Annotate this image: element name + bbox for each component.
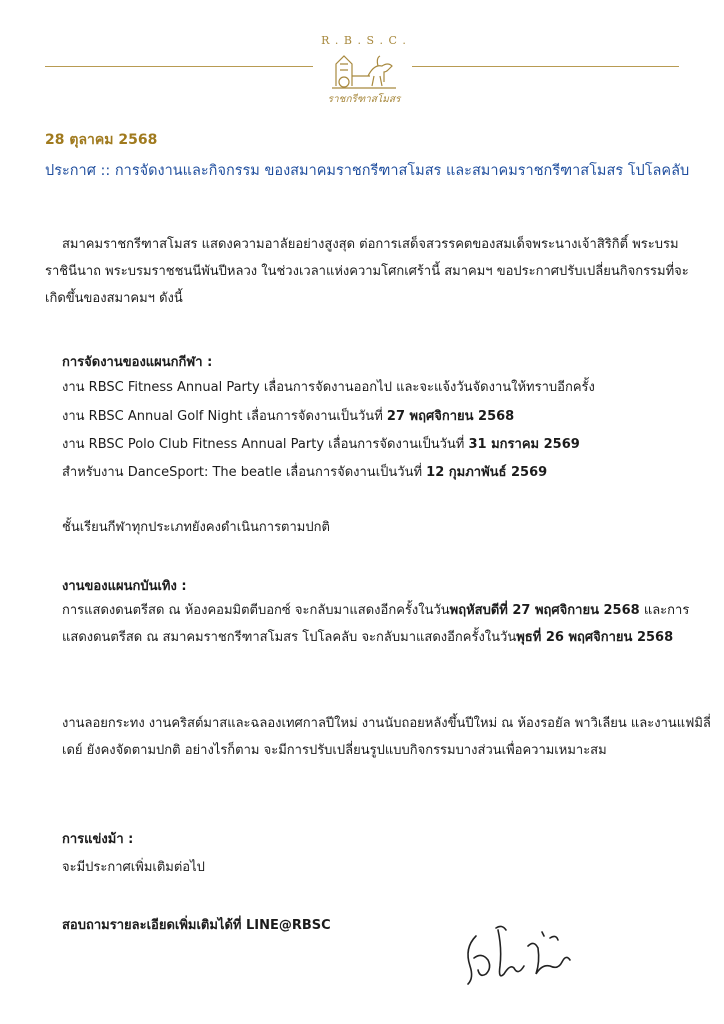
sports-item-polo-fitness-date: 31 มกราคม 2569 bbox=[468, 437, 580, 452]
header-rule-right bbox=[412, 66, 679, 67]
entertainment-text-2: และการแสดงดนตรีสด ณ สมาคมราชกรีฑาสโมสร โปโลคลับ จะกลับมาแสดงอีกครั้งในวัน bbox=[62, 603, 690, 645]
sports-item-polo-fitness bbox=[62, 433, 580, 454]
sports-item-golf-text: งาน RBSC Annual Golf Night เลื่อนการจัดงานเป็นวันที่ bbox=[62, 409, 387, 424]
sports-item-golf-date: 27 พฤศจิกายน 2568 bbox=[386, 409, 515, 424]
header-rule-left bbox=[45, 66, 313, 67]
horse-carriage-icon bbox=[330, 46, 398, 92]
sports-item-golf bbox=[62, 405, 514, 426]
entertainment-body bbox=[62, 597, 712, 651]
entertainment-text-1: การแสดงดนตรีสด ณ ห้องคอมมิตตีบอกซ์ จะกลับมาแสดงอีกครั้งในวัน bbox=[62, 603, 450, 618]
racing-text: จะมีประกาศเพิ่มเติมต่อไป bbox=[62, 860, 205, 875]
entertainment-date-2: พุธที่ 26 พฤศจิกายน 2568 bbox=[516, 630, 674, 645]
logo-text: ราชกรีฑาสโมสร bbox=[327, 94, 401, 105]
sports-item-polo-fitness-text: งาน RBSC Polo Club Fitness Annual Party เลื่อนการจัดงานเป็นวันที่ bbox=[62, 437, 469, 452]
contact-line: สอบถามรายละเอียดเพิ่มเติมได้ที่ LINE@RBSC bbox=[62, 918, 331, 933]
entertainment-date-1: พฤหัสบดีที่ 27 พฤศจิกายน 2568 bbox=[449, 603, 640, 618]
sports-item-fitness: งาน RBSC Fitness Annual Party เลื่อนการจัดงานออกไป และจะแจ้งวันจัดงานให้ทราบอีกครั้ง bbox=[62, 380, 595, 395]
racing-heading: การแข่งม้า : bbox=[62, 832, 134, 847]
announcement-title: ประกาศ :: การจัดงานและกิจกรรม ของสมาคมราชกรีฑาสโมสร และสมาคมราชกรีฑาสโมสร โปโลคลับ bbox=[45, 163, 690, 179]
announcement-date: 28 ตุลาคม 2568 bbox=[45, 132, 158, 148]
intro-paragraph: สมาคมราชกรีฑาสโมสร แสดงความอาลัยอย่างสูงสุด ต่อการเสด็จสวรรคตของสมเด็จพระนางเจ้าสิริกิติ์ พระบรมราชินีนาถ พระบรมราชชนนีพันปีหลวง ในช่วงเวลาแห่งความโศกเศร้านี้ สมาคมฯ ขอประกาศปรับเปลี่ยนกิจกรรมที่จะเกิดขึ้นของสมาคมฯ ดังนี้ bbox=[45, 237, 689, 306]
sports-note: ชั้นเรียนกีฬาทุกประเภทยังคงดำเนินการตามปกติ bbox=[62, 520, 330, 535]
other-events-paragraph: งานลอยกระทง งานคริสต์มาสและฉลองเทศกาลปีใหม่ งานนับถอยหลังขึ้นปีใหม่ ณ ห้องรอยัล พาวิเลียน และงานแฟมิลี่เดย์ ยังคงจัดตามปกติ อย่างไรก็ตาม จะมีการปรับเปลี่ยนรูปแบบกิจกรรมบางส่วนเพื่อความเหมาะสม bbox=[62, 716, 711, 758]
sports-item-dancesport-text: สำหรับงาน DanceSport: The beatle เลื่อนการจัดงานเป็นวันที่ bbox=[62, 465, 427, 480]
sports-heading: การจัดงานของแผนกกีฬา : bbox=[62, 355, 213, 370]
logo-letters: R . B . S . C . bbox=[321, 34, 407, 47]
entertainment-heading: งานของแผนกบันเทิง : bbox=[62, 579, 187, 594]
sports-item-dancesport bbox=[62, 461, 547, 482]
signature-image bbox=[458, 918, 588, 998]
sports-item-dancesport-date: 12 กุมภาพันธ์ 2569 bbox=[426, 465, 548, 480]
rbsc-logo bbox=[318, 30, 410, 110]
